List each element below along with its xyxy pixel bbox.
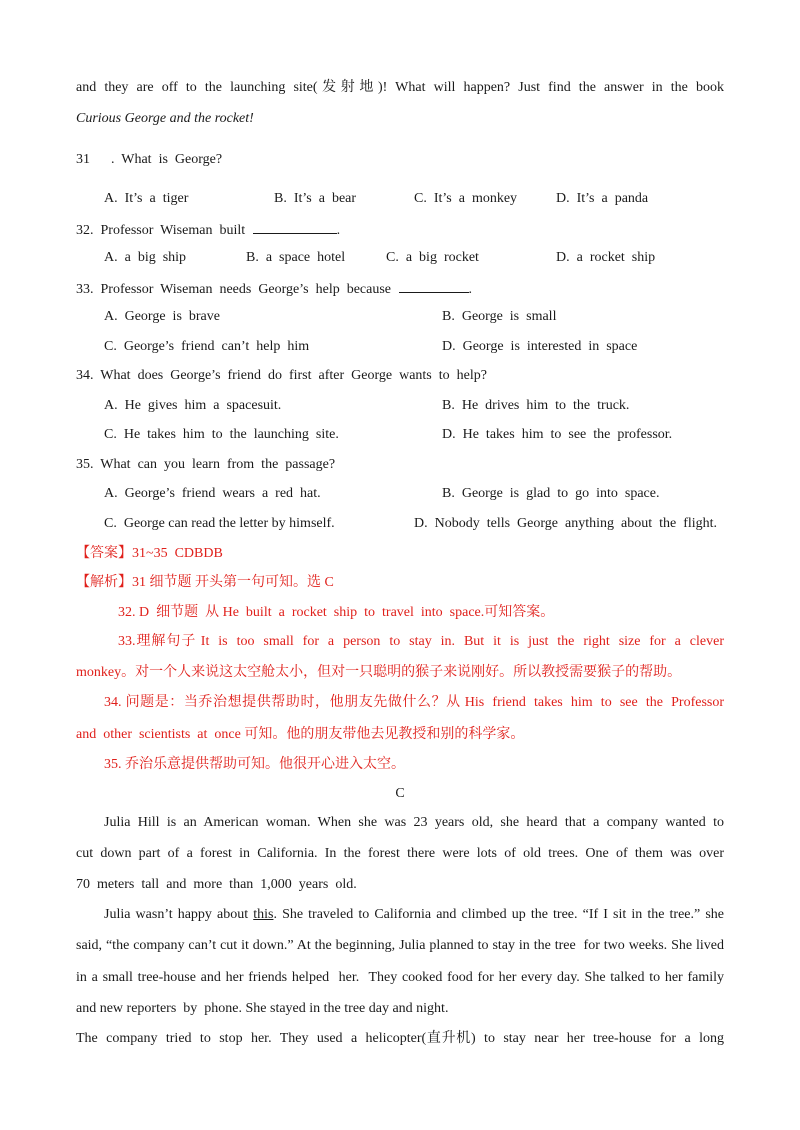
- intro-line-1: and they are off to the launching site(发射地)! What will happen? Just find the answer in the book: [76, 80, 724, 95]
- question-32-line: [76, 220, 340, 240]
- question-33-option-a: A. George is brave: [104, 309, 220, 324]
- question-31-stem: 31 . What is George?: [76, 152, 223, 167]
- answer-label: 【答案】: [76, 546, 132, 561]
- paragraph-2-text-a: Julia wasn’t happy about: [104, 907, 254, 922]
- book-title: Curious George and the rocket!: [76, 111, 254, 126]
- question-32-option-a: A. a big ship: [104, 250, 187, 265]
- paragraph-1-line-3: 70 meters tall and more than 1,000 years old.: [76, 877, 357, 892]
- question-31-option-a: A. It’s a tiger: [104, 191, 189, 206]
- paragraph-1-line-2: cut down part of a forest in California. In the forest there were lots of old trees. One of them was over: [76, 846, 724, 861]
- underlined-word: this: [253, 907, 274, 922]
- question-33-period: .: [468, 282, 473, 297]
- question-32-option-c: C. a big rocket: [386, 250, 479, 265]
- question-34-option-c: C. He takes him to the launching site.: [104, 427, 339, 442]
- paragraph-1-line-1: Julia Hill is an American woman. When she was 23 years old, she heard that a company wanted to: [104, 815, 724, 830]
- paragraph-2-line-1: [104, 906, 724, 924]
- paragraph-2-line-2: said, “the company can’t cut it down.” At the beginning, Julia planned to stay in the tree for two weeks. She lived: [76, 938, 724, 953]
- question-35-option-b: B. George is glad to go into space.: [442, 486, 660, 501]
- paragraph-3-line-1: The company tried to stop her. They used a helicopter(直升机) to stay near her tree-house for a long: [76, 1031, 724, 1046]
- answer-text: 31~35 CDBDB: [132, 546, 223, 561]
- question-31-option-d: D. It’s a panda: [556, 191, 649, 206]
- question-33-option-d: D. George is interested in space: [442, 339, 638, 354]
- paragraph-2-line-4: and new reporters by phone. She stayed in the tree day and night.: [76, 1001, 449, 1016]
- question-34-option-a: A. He gives him a spacesuit.: [104, 398, 282, 413]
- analysis-label: 【解析】: [76, 575, 132, 590]
- analysis-31: 31 细节题 开头第一句可知。选 C: [132, 575, 334, 590]
- analysis-34-line-2: and other scientists at once 可知。他的朋友带他去见教授和别的科学家。: [76, 727, 525, 742]
- analysis-32: 32. D 细节题 从 He built a rocket ship to travel into space.可知答案。: [118, 605, 555, 620]
- question-32-option-b: B. a space hotel: [246, 250, 346, 265]
- question-32-option-d: D. a rocket ship: [556, 250, 656, 265]
- question-32-period: .: [336, 223, 341, 238]
- question-34-option-d: D. He takes him to see the professor.: [442, 427, 673, 442]
- question-33-option-b: B. George is small: [442, 309, 557, 324]
- question-33-line: [76, 279, 472, 299]
- analysis-34-line-1: 34. 问题是：当乔治想提供帮助时，他朋友先做什么？从 His friend takes him to see the Professor: [104, 695, 724, 710]
- section-heading: C: [395, 786, 405, 801]
- question-33-stem: 33. Professor Wiseman needs George’s help because: [76, 282, 392, 297]
- question-35-stem: 35. What can you learn from the passage?: [76, 457, 336, 472]
- paragraph-2-line-3: in a small tree-house and her friends helped her. They cooked food for her every day. She talked to her family: [76, 970, 724, 985]
- question-31-option-c: C. It’s a monkey: [414, 191, 518, 206]
- question-34-option-b: B. He drives him to the truck.: [442, 398, 630, 413]
- analysis-line-31: [76, 574, 334, 592]
- question-34-stem: 34. What does George’s friend do first after George wants to help?: [76, 368, 487, 383]
- question-35-option-a: A. George’s friend wears a red hat.: [104, 486, 321, 501]
- analysis-33-line-1: 33.理解句子 It is too small for a person to stay in. But it is just the right size for a clever: [118, 634, 724, 649]
- question-35-option-d: D. Nobody tells George anything about the flight.: [414, 516, 718, 531]
- question-31-option-b: B. It’s a bear: [274, 191, 357, 206]
- question-32-stem: 32. Professor Wiseman built: [76, 223, 246, 238]
- answer-blank: [399, 279, 469, 293]
- analysis-35: 35. 乔治乐意提供帮助可知。他很开心进入太空。: [104, 757, 405, 772]
- question-33-option-c: C. George’s friend can’t help him: [104, 339, 310, 354]
- answer-blank: [253, 220, 337, 234]
- analysis-33-line-2: monkey。对一个人来说这太空舱太小，但对一只聪明的猴子来说刚好。所以教授需要猴子的帮助。: [76, 665, 682, 680]
- answer-line: [76, 545, 223, 563]
- paragraph-2-text-b: . She traveled to California and climbed up the tree. “If I sit in the tree.” she: [273, 907, 724, 922]
- question-35-option-c: C. George can read the letter by himself.: [104, 516, 335, 531]
